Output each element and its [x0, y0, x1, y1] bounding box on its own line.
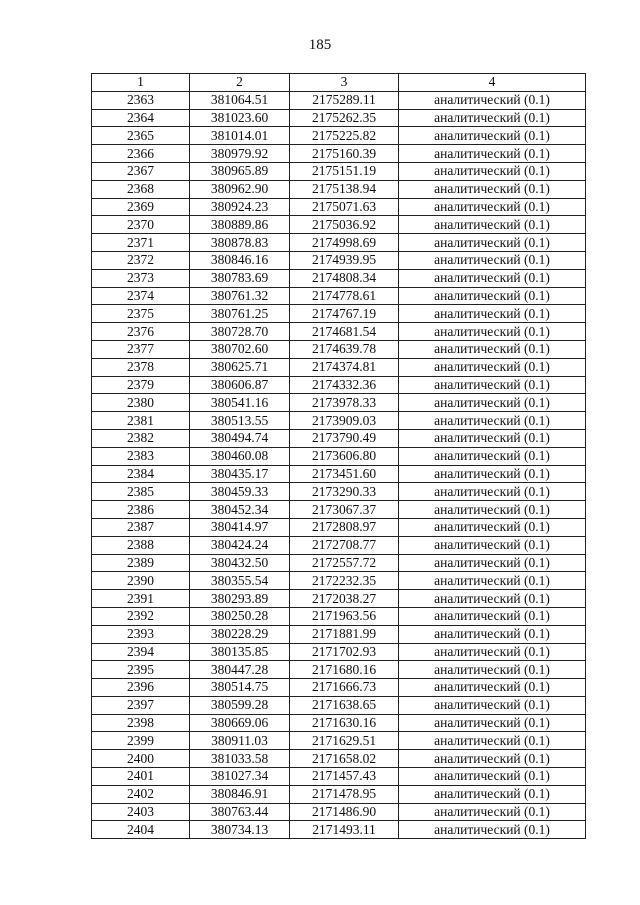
- x-coordinate-cell: 380962.90: [190, 180, 290, 198]
- point-number-cell: 2383: [92, 447, 190, 465]
- x-coordinate-cell: 380625.71: [190, 358, 290, 376]
- x-coordinate-cell: 380761.25: [190, 305, 290, 323]
- table-header-row: [92, 74, 586, 92]
- table-row: [92, 732, 586, 750]
- y-coordinate-cell: 2174332.36: [290, 376, 399, 394]
- table-row: [92, 145, 586, 163]
- y-coordinate-cell: 2174808.34: [290, 269, 399, 287]
- table-row: [92, 234, 586, 252]
- point-number-cell: 2372: [92, 251, 190, 269]
- y-coordinate-cell: 2175071.63: [290, 198, 399, 216]
- point-number-cell: 2387: [92, 518, 190, 536]
- x-coordinate-cell: 380734.13: [190, 821, 290, 839]
- table-row: [92, 536, 586, 554]
- point-number-cell: 2400: [92, 750, 190, 768]
- point-number-cell: 2382: [92, 429, 190, 447]
- x-coordinate-cell: 381023.60: [190, 109, 290, 127]
- x-coordinate-cell: 380494.74: [190, 429, 290, 447]
- point-number-cell: 2390: [92, 572, 190, 590]
- point-number-cell: 2370: [92, 216, 190, 234]
- point-number-cell: 2399: [92, 732, 190, 750]
- y-coordinate-cell: 2173290.33: [290, 483, 399, 501]
- method-cell: аналитический (0.1): [399, 768, 586, 786]
- method-cell: аналитический (0.1): [399, 91, 586, 109]
- point-number-cell: 2391: [92, 590, 190, 608]
- x-coordinate-cell: 380702.60: [190, 340, 290, 358]
- y-coordinate-cell: 2174681.54: [290, 323, 399, 341]
- point-number-cell: 2385: [92, 483, 190, 501]
- point-number-cell: 2398: [92, 714, 190, 732]
- method-cell: аналитический (0.1): [399, 554, 586, 572]
- x-coordinate-cell: 380250.28: [190, 607, 290, 625]
- point-number-cell: 2366: [92, 145, 190, 163]
- column-header-4: 4: [399, 74, 586, 92]
- method-cell: аналитический (0.1): [399, 750, 586, 768]
- table-row: [92, 483, 586, 501]
- x-coordinate-cell: 380447.28: [190, 661, 290, 679]
- y-coordinate-cell: 2173790.49: [290, 429, 399, 447]
- table-body: [92, 91, 586, 838]
- table-row: [92, 679, 586, 697]
- method-cell: аналитический (0.1): [399, 269, 586, 287]
- y-coordinate-cell: 2173978.33: [290, 394, 399, 412]
- x-coordinate-cell: 380979.92: [190, 145, 290, 163]
- point-number-cell: 2403: [92, 803, 190, 821]
- x-coordinate-cell: 380878.83: [190, 234, 290, 252]
- x-coordinate-cell: 380293.89: [190, 590, 290, 608]
- table-row: [92, 358, 586, 376]
- point-number-cell: 2367: [92, 162, 190, 180]
- method-cell: аналитический (0.1): [399, 251, 586, 269]
- point-number-cell: 2401: [92, 768, 190, 786]
- table-row: [92, 821, 586, 839]
- x-coordinate-cell: 380606.87: [190, 376, 290, 394]
- method-cell: аналитический (0.1): [399, 162, 586, 180]
- y-coordinate-cell: 2175151.19: [290, 162, 399, 180]
- table-row: [92, 590, 586, 608]
- table-row: [92, 91, 586, 109]
- method-cell: аналитический (0.1): [399, 127, 586, 145]
- table-row: [92, 465, 586, 483]
- method-cell: аналитический (0.1): [399, 714, 586, 732]
- x-coordinate-cell: 380728.70: [190, 323, 290, 341]
- table-row: [92, 572, 586, 590]
- table-row: [92, 661, 586, 679]
- x-coordinate-cell: 380846.16: [190, 251, 290, 269]
- method-cell: аналитический (0.1): [399, 323, 586, 341]
- table-row: [92, 109, 586, 127]
- coordinates-table: [91, 73, 586, 839]
- table-row: [92, 518, 586, 536]
- table-row: [92, 785, 586, 803]
- y-coordinate-cell: 2174939.95: [290, 251, 399, 269]
- y-coordinate-cell: 2175289.11: [290, 91, 399, 109]
- y-coordinate-cell: 2172708.77: [290, 536, 399, 554]
- method-cell: аналитический (0.1): [399, 643, 586, 661]
- x-coordinate-cell: 380911.03: [190, 732, 290, 750]
- method-cell: аналитический (0.1): [399, 447, 586, 465]
- x-coordinate-cell: 380452.34: [190, 501, 290, 519]
- point-number-cell: 2375: [92, 305, 190, 323]
- method-cell: аналитический (0.1): [399, 785, 586, 803]
- method-cell: аналитический (0.1): [399, 732, 586, 750]
- method-cell: аналитический (0.1): [399, 590, 586, 608]
- table-row: [92, 162, 586, 180]
- x-coordinate-cell: 380414.97: [190, 518, 290, 536]
- y-coordinate-cell: 2173909.03: [290, 412, 399, 430]
- column-header-1: 1: [92, 74, 190, 92]
- table-row: [92, 696, 586, 714]
- method-cell: аналитический (0.1): [399, 821, 586, 839]
- point-number-cell: 2392: [92, 607, 190, 625]
- y-coordinate-cell: 2171457.43: [290, 768, 399, 786]
- method-cell: аналитический (0.1): [399, 340, 586, 358]
- y-coordinate-cell: 2174998.69: [290, 234, 399, 252]
- point-number-cell: 2379: [92, 376, 190, 394]
- method-cell: аналитический (0.1): [399, 305, 586, 323]
- y-coordinate-cell: 2174767.19: [290, 305, 399, 323]
- point-number-cell: 2373: [92, 269, 190, 287]
- x-coordinate-cell: 380763.44: [190, 803, 290, 821]
- x-coordinate-cell: 380541.16: [190, 394, 290, 412]
- y-coordinate-cell: 2171630.16: [290, 714, 399, 732]
- table-row: [92, 412, 586, 430]
- x-coordinate-cell: 380135.85: [190, 643, 290, 661]
- method-cell: аналитический (0.1): [399, 483, 586, 501]
- point-number-cell: 2402: [92, 785, 190, 803]
- method-cell: аналитический (0.1): [399, 376, 586, 394]
- column-header-3: 3: [290, 74, 399, 92]
- x-coordinate-cell: 380783.69: [190, 269, 290, 287]
- x-coordinate-cell: 380435.17: [190, 465, 290, 483]
- x-coordinate-cell: 380889.86: [190, 216, 290, 234]
- table-row: [92, 376, 586, 394]
- y-coordinate-cell: 2171658.02: [290, 750, 399, 768]
- method-cell: аналитический (0.1): [399, 536, 586, 554]
- method-cell: аналитический (0.1): [399, 216, 586, 234]
- point-number-cell: 2369: [92, 198, 190, 216]
- y-coordinate-cell: 2173067.37: [290, 501, 399, 519]
- point-number-cell: 2394: [92, 643, 190, 661]
- method-cell: аналитический (0.1): [399, 394, 586, 412]
- method-cell: аналитический (0.1): [399, 180, 586, 198]
- x-coordinate-cell: 380355.54: [190, 572, 290, 590]
- method-cell: аналитический (0.1): [399, 358, 586, 376]
- method-cell: аналитический (0.1): [399, 465, 586, 483]
- x-coordinate-cell: 380599.28: [190, 696, 290, 714]
- x-coordinate-cell: 380424.24: [190, 536, 290, 554]
- point-number-cell: 2377: [92, 340, 190, 358]
- point-number-cell: 2368: [92, 180, 190, 198]
- method-cell: аналитический (0.1): [399, 518, 586, 536]
- x-coordinate-cell: 380460.08: [190, 447, 290, 465]
- table-row: [92, 251, 586, 269]
- table-row: [92, 287, 586, 305]
- point-number-cell: 2364: [92, 109, 190, 127]
- y-coordinate-cell: 2172808.97: [290, 518, 399, 536]
- x-coordinate-cell: 380924.23: [190, 198, 290, 216]
- x-coordinate-cell: 381014.01: [190, 127, 290, 145]
- table-row: [92, 643, 586, 661]
- point-number-cell: 2389: [92, 554, 190, 572]
- y-coordinate-cell: 2171680.16: [290, 661, 399, 679]
- method-cell: аналитический (0.1): [399, 661, 586, 679]
- y-coordinate-cell: 2175225.82: [290, 127, 399, 145]
- y-coordinate-cell: 2171493.11: [290, 821, 399, 839]
- y-coordinate-cell: 2171629.51: [290, 732, 399, 750]
- table-row: [92, 216, 586, 234]
- method-cell: аналитический (0.1): [399, 412, 586, 430]
- method-cell: аналитический (0.1): [399, 429, 586, 447]
- point-number-cell: 2371: [92, 234, 190, 252]
- point-number-cell: 2365: [92, 127, 190, 145]
- method-cell: аналитический (0.1): [399, 145, 586, 163]
- point-number-cell: 2381: [92, 412, 190, 430]
- point-number-cell: 2386: [92, 501, 190, 519]
- x-coordinate-cell: 380846.91: [190, 785, 290, 803]
- point-number-cell: 2374: [92, 287, 190, 305]
- method-cell: аналитический (0.1): [399, 572, 586, 590]
- x-coordinate-cell: 380514.75: [190, 679, 290, 697]
- table-row: [92, 750, 586, 768]
- table-row: [92, 625, 586, 643]
- point-number-cell: 2395: [92, 661, 190, 679]
- y-coordinate-cell: 2174778.61: [290, 287, 399, 305]
- x-coordinate-cell: 381027.34: [190, 768, 290, 786]
- x-coordinate-cell: 380432.50: [190, 554, 290, 572]
- y-coordinate-cell: 2174374.81: [290, 358, 399, 376]
- x-coordinate-cell: 380669.06: [190, 714, 290, 732]
- y-coordinate-cell: 2173606.80: [290, 447, 399, 465]
- x-coordinate-cell: 381064.51: [190, 91, 290, 109]
- point-number-cell: 2363: [92, 91, 190, 109]
- method-cell: аналитический (0.1): [399, 501, 586, 519]
- table-row: [92, 447, 586, 465]
- table-row: [92, 198, 586, 216]
- method-cell: аналитический (0.1): [399, 679, 586, 697]
- method-cell: аналитический (0.1): [399, 109, 586, 127]
- table-row: [92, 429, 586, 447]
- y-coordinate-cell: 2171881.99: [290, 625, 399, 643]
- y-coordinate-cell: 2173451.60: [290, 465, 399, 483]
- y-coordinate-cell: 2171478.95: [290, 785, 399, 803]
- column-header-2: 2: [190, 74, 290, 92]
- method-cell: аналитический (0.1): [399, 287, 586, 305]
- y-coordinate-cell: 2175138.94: [290, 180, 399, 198]
- table-row: [92, 714, 586, 732]
- y-coordinate-cell: 2175262.35: [290, 109, 399, 127]
- y-coordinate-cell: 2171963.56: [290, 607, 399, 625]
- table-row: [92, 803, 586, 821]
- page-number: 185: [308, 37, 332, 53]
- x-coordinate-cell: 380459.33: [190, 483, 290, 501]
- method-cell: аналитический (0.1): [399, 198, 586, 216]
- table-row: [92, 394, 586, 412]
- y-coordinate-cell: 2172557.72: [290, 554, 399, 572]
- table-row: [92, 554, 586, 572]
- method-cell: аналитический (0.1): [399, 234, 586, 252]
- table-row: [92, 127, 586, 145]
- point-number-cell: 2396: [92, 679, 190, 697]
- table-row: [92, 180, 586, 198]
- method-cell: аналитический (0.1): [399, 696, 586, 714]
- x-coordinate-cell: 380228.29: [190, 625, 290, 643]
- point-number-cell: 2376: [92, 323, 190, 341]
- x-coordinate-cell: 380761.32: [190, 287, 290, 305]
- y-coordinate-cell: 2172038.27: [290, 590, 399, 608]
- y-coordinate-cell: 2171702.93: [290, 643, 399, 661]
- point-number-cell: 2393: [92, 625, 190, 643]
- method-cell: аналитический (0.1): [399, 803, 586, 821]
- x-coordinate-cell: 381033.58: [190, 750, 290, 768]
- table-row: [92, 501, 586, 519]
- x-coordinate-cell: 380513.55: [190, 412, 290, 430]
- y-coordinate-cell: 2174639.78: [290, 340, 399, 358]
- method-cell: аналитический (0.1): [399, 607, 586, 625]
- point-number-cell: 2397: [92, 696, 190, 714]
- x-coordinate-cell: 380965.89: [190, 162, 290, 180]
- point-number-cell: 2380: [92, 394, 190, 412]
- table-row: [92, 768, 586, 786]
- table-row: [92, 340, 586, 358]
- y-coordinate-cell: 2171486.90: [290, 803, 399, 821]
- point-number-cell: 2388: [92, 536, 190, 554]
- point-number-cell: 2378: [92, 358, 190, 376]
- table-row: [92, 269, 586, 287]
- point-number-cell: 2404: [92, 821, 190, 839]
- table-row: [92, 305, 586, 323]
- table-row: [92, 323, 586, 341]
- y-coordinate-cell: 2171638.65: [290, 696, 399, 714]
- table-row: [92, 607, 586, 625]
- y-coordinate-cell: 2171666.73: [290, 679, 399, 697]
- y-coordinate-cell: 2175160.39: [290, 145, 399, 163]
- y-coordinate-cell: 2175036.92: [290, 216, 399, 234]
- y-coordinate-cell: 2172232.35: [290, 572, 399, 590]
- point-number-cell: 2384: [92, 465, 190, 483]
- method-cell: аналитический (0.1): [399, 625, 586, 643]
